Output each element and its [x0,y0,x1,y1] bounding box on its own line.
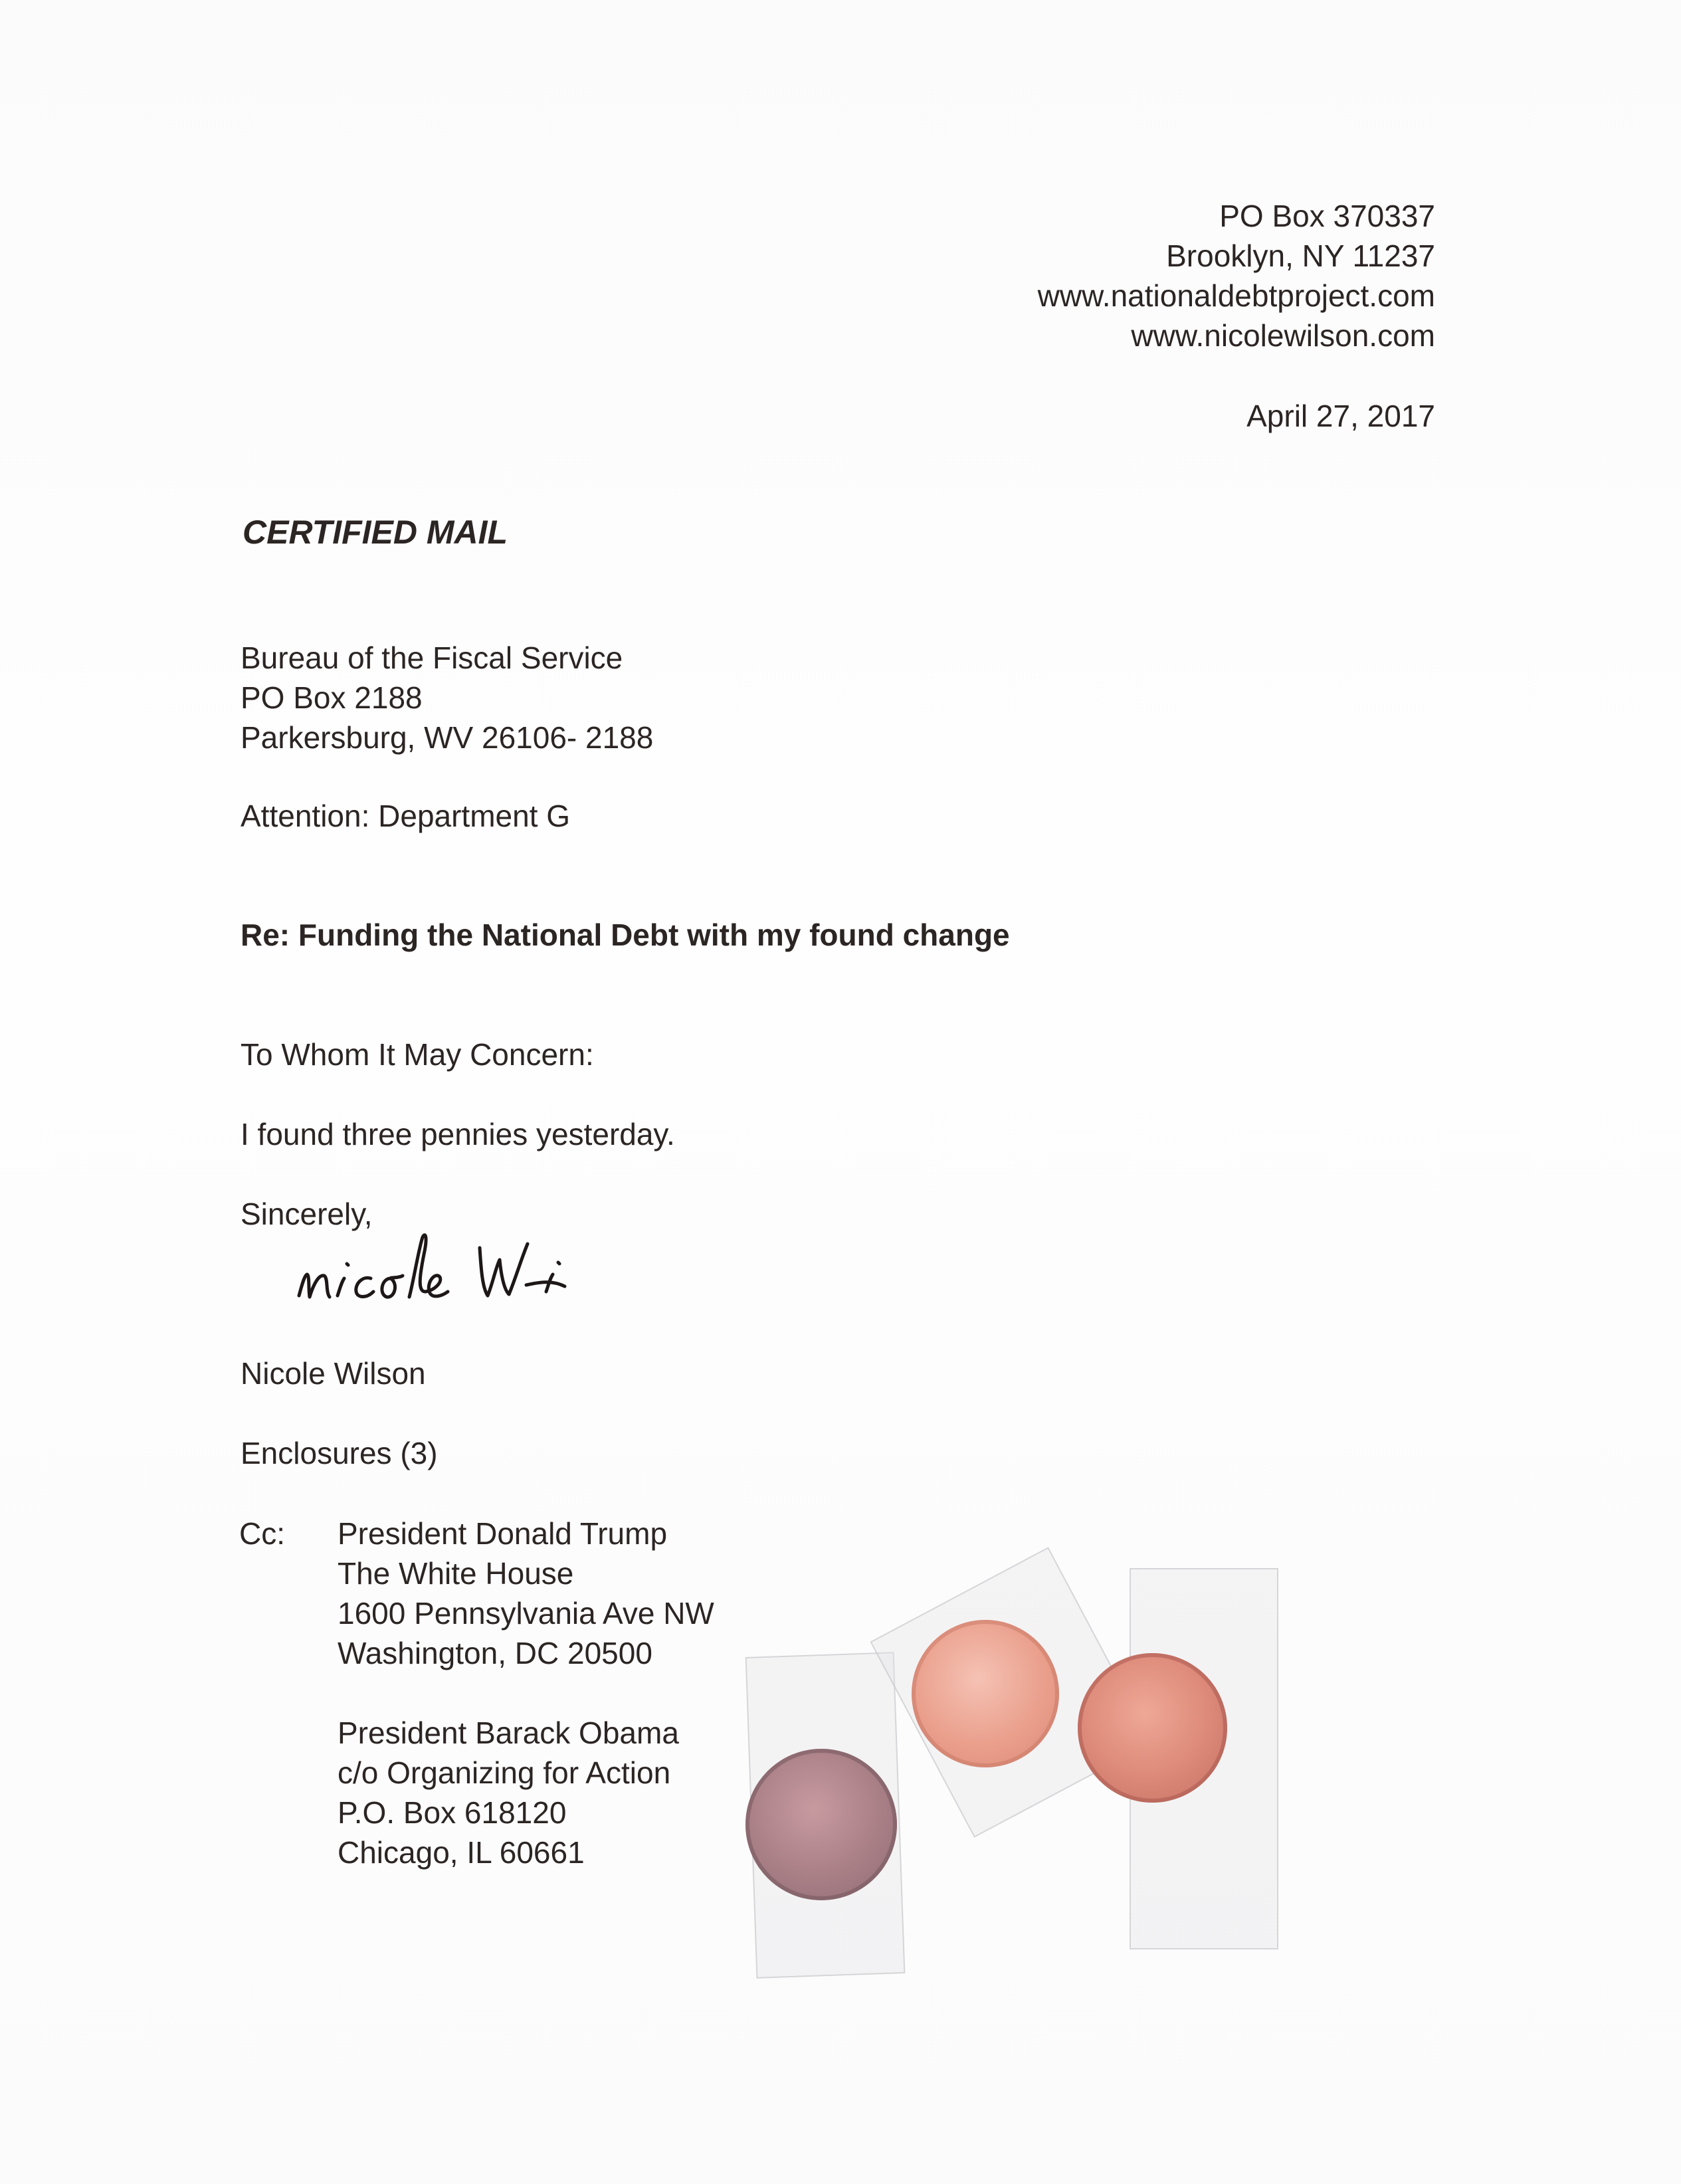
cc-recipient-line: President Donald Trump [338,1516,668,1551]
cc-recipient-line: c/o Organizing for Action [338,1755,671,1790]
cc-recipient-line: President Barack Obama [338,1716,679,1750]
attention-line: Attention: Department G [241,799,571,833]
signer-name: Nicole Wilson [241,1356,426,1391]
certified-mail-heading: CERTIFIED MAIL [243,514,508,551]
recipient-po-box: PO Box 2188 [241,680,423,715]
sender-website-2: www.nicolewilson.com [1131,318,1435,353]
closing: Sincerely, [241,1197,373,1231]
handwritten-signature [286,1223,631,1322]
sender-website-1: www.nationaldebtproject.com [1037,278,1435,313]
letter-body: I found three pennies yesterday. [241,1117,675,1151]
salutation: To Whom It May Concern: [241,1037,594,1072]
subject-line: Re: Funding the National Debt with my found change [241,918,1010,952]
penny-lincoln-profile [745,1749,897,1900]
cc-recipient-line: P.O. Box 618120 [338,1795,567,1830]
penny-shield-back [1078,1653,1227,1803]
recipient-name: Bureau of the Fiscal Service [241,641,623,675]
recipient-address [241,638,653,757]
enclosures-note: Enclosures (3) [241,1436,438,1470]
cc-recipient-line: 1600 Pennsylvania Ave NW [338,1596,714,1631]
sender-address [1038,196,1435,355]
cc-recipient-line: Chicago, IL 60661 [338,1835,585,1870]
cc-recipient-trump [338,1514,714,1673]
cc-label: Cc: [239,1516,285,1551]
penny-lincoln-front [912,1620,1059,1767]
sender-city-state: Brooklyn, NY 11237 [1166,239,1435,273]
cc-recipient-line: Washington, DC 20500 [338,1636,652,1670]
cc-recipient-line: The White House [338,1556,574,1591]
recipient-city-state: Parkersburg, WV 26106- 2188 [241,720,654,755]
letter-date: April 27, 2017 [1246,399,1435,433]
cc-recipient-obama [338,1713,679,1872]
sender-po-box: PO Box 370337 [1219,199,1435,233]
